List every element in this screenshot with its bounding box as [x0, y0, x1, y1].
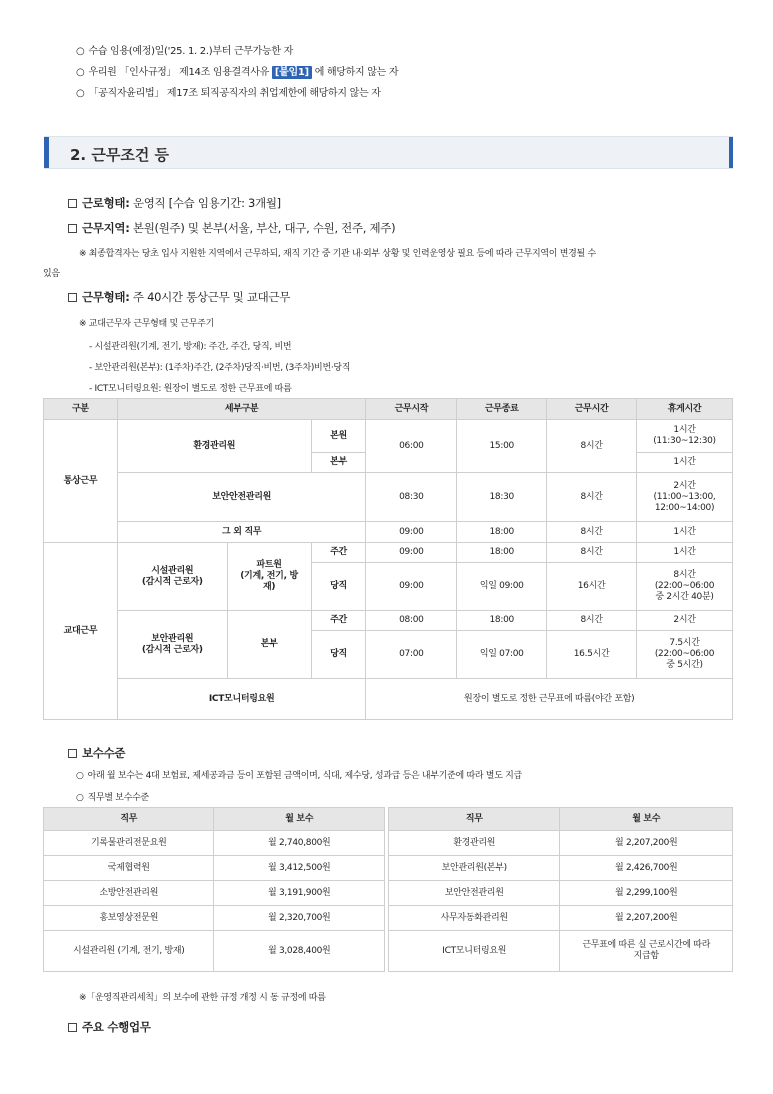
pay-sub: ○ 직무별 보수수준 [76, 793, 149, 803]
cell: 18:00 [457, 543, 547, 563]
cell: 09:00 [366, 522, 457, 543]
table-header-row [44, 399, 733, 420]
checkbox-square-icon [68, 224, 77, 233]
cell: 소방안전관리원 [44, 881, 214, 906]
table-row [389, 856, 733, 881]
table-row [44, 931, 385, 972]
day-cell: 주간 [311, 611, 366, 631]
table-row [44, 543, 733, 563]
circle-bullet-icon: ○ [76, 793, 84, 803]
patrol-cell: 파트원 (기계, 전기, 방 재) [227, 543, 311, 611]
duties-heading: 주요 수행업무 [68, 1019, 151, 1035]
col-header: 월 보수 [560, 808, 733, 831]
cell: 월 2,207,200원 [560, 831, 733, 856]
section-header [44, 136, 733, 169]
table-row [44, 522, 733, 543]
group-normal: 통상근무 [44, 420, 118, 543]
table-row [44, 906, 385, 931]
cell: 환경관리원 [389, 831, 560, 856]
work-area-note-cont: 있음 [43, 269, 60, 279]
section-accent-bar [44, 137, 49, 168]
rest-cell: 8시간 (22:00~06:00 중 2시간 40분) [637, 563, 733, 611]
ict-note-cell: 원장이 별도로 정한 근무표에 따름(야간 포함) [366, 679, 733, 720]
cell: 8시간 [547, 522, 637, 543]
circle-bullet-icon: ○ [76, 67, 85, 78]
cell: 월 2,740,800원 [214, 831, 385, 856]
work-type: 근로형태: 운영직 [수습 임용기간: 3개월] [68, 195, 281, 211]
cell: 18:00 [457, 522, 547, 543]
col-header: 근무종료 [457, 399, 547, 420]
work-schedule-table [43, 398, 733, 720]
cell: 월 2,207,200원 [560, 906, 733, 931]
shift-item-2: - 보안관리원(본부): (1주차)주간, (2주차)당직·비번, (3주차)비번·당직 [89, 363, 351, 373]
group-shift: 교대근무 [44, 543, 118, 720]
cell: 익일 07:00 [457, 631, 547, 679]
cell: 월 3,191,900원 [214, 881, 385, 906]
security-cell: 보안관리원 (감시적 근로자) [117, 611, 227, 679]
other-cell: 그 외 직무 [117, 522, 366, 543]
cell: 1시간 [637, 522, 733, 543]
shift-note: ※ 교대근무자 근무형태 및 근무주기 [79, 319, 215, 329]
col-header: 휴게시간 [637, 399, 733, 420]
bonbu-cell: 본부 [311, 453, 366, 473]
rest-cell: 1시간 (11:30~12:30) [637, 420, 733, 453]
pay-heading: 보수수준 [68, 745, 125, 761]
cell: 18:00 [457, 611, 547, 631]
night-cell: 당직 [311, 631, 366, 679]
cell: 근무표에 따른 실 근로시간에 따라 지급함 [560, 931, 733, 972]
cell: 15:00 [457, 420, 547, 473]
checkbox-square-icon [68, 749, 77, 758]
security-safety-cell: 보안안전관리원 [117, 473, 366, 522]
col-header: 근무시작 [366, 399, 457, 420]
env-cell: 환경관리원 [117, 420, 311, 473]
ict-cell: ICT모니터링요원 [117, 679, 366, 720]
col-header: 직무 [389, 808, 560, 831]
cell: 2시간 [637, 611, 733, 631]
cell: 국제협력원 [44, 856, 214, 881]
table-header-row [44, 808, 385, 831]
checkbox-square-icon [68, 199, 77, 208]
circle-bullet-icon: ○ [76, 771, 84, 781]
cell: 8시간 [547, 543, 637, 563]
table-row [389, 906, 733, 931]
cell: 월 2,299,100원 [560, 881, 733, 906]
attachment-tag: [붙임1] [272, 66, 312, 79]
table-header-row [389, 808, 733, 831]
night-cell: 당직 [311, 563, 366, 611]
cell: 09:00 [366, 563, 457, 611]
shift-item-3: - ICT모니터링요원: 원장이 별도로 정한 근무표에 따름 [89, 384, 292, 394]
table-row [44, 831, 385, 856]
col-header: 구분 [44, 399, 118, 420]
col-header: 세부구분 [117, 399, 366, 420]
section-accent-bar-right [729, 137, 733, 168]
cell: 보안안전관리원 [389, 881, 560, 906]
day-cell: 주간 [311, 543, 366, 563]
cell: 시설관리원 (기계, 전기, 방재) [44, 931, 214, 972]
pay-footnote: ※「운영직관리세칙」의 보수에 관한 규정 개정 시 동 규정에 따름 [79, 993, 326, 1003]
table-row [389, 881, 733, 906]
rest-cell: 7.5시간 (22:00~06:00 중 5시간) [637, 631, 733, 679]
cell: 월 3,028,400원 [214, 931, 385, 972]
checkbox-square-icon [68, 1023, 77, 1032]
cell: 08:30 [366, 473, 457, 522]
requirement-item-2: ○ 우리원 「인사규정」 제14조 임용결격사유 [붙임1] 에 해당하지 않는 자 [76, 67, 399, 78]
cell: ICT모니터링요원 [389, 931, 560, 972]
cell: 홍보영상전문원 [44, 906, 214, 931]
col-header: 월 보수 [214, 808, 385, 831]
cell: 1시간 [637, 453, 733, 473]
table-row [44, 473, 733, 522]
table-row [44, 856, 385, 881]
facility-cell: 시설관리원 (감시적 근로자) [117, 543, 227, 611]
col-header: 직무 [44, 808, 214, 831]
cell: 월 2,320,700원 [214, 906, 385, 931]
sec-bonbu-cell: 본부 [227, 611, 311, 679]
table-row [44, 679, 733, 720]
circle-bullet-icon: ○ [76, 46, 85, 57]
cell: 1시간 [637, 543, 733, 563]
section-title: 2. 근무조건 등 [70, 146, 170, 164]
cell: 8시간 [547, 473, 637, 522]
cell: 18:30 [457, 473, 547, 522]
table-row [389, 931, 733, 972]
cell: 8시간 [547, 420, 637, 473]
table-row [389, 831, 733, 856]
circle-bullet-icon: ○ [76, 88, 85, 99]
requirement-item-1: ○ 수습 임용(예정)일('25. 1. 2.)부터 근무가능한 자 [76, 46, 293, 57]
col-header: 근무시간 [547, 399, 637, 420]
cell: 07:00 [366, 631, 457, 679]
pay-note: ○ 아래 월 보수는 4대 보험료, 제세공과금 등이 포함된 금액이며, 식대, 제수당, 성과급 등은 내부기준에 따라 별도 지급 [76, 771, 522, 781]
work-area-note: ※ 최종합격자는 당초 입사 지원한 지역에서 근무하되, 재직 기간 중 기관 내·외부 상황 및 인력운영상 필요 등에 따라 근무지역이 변경될 수 [79, 249, 596, 259]
cell: 16시간 [547, 563, 637, 611]
cell: 월 3,412,500원 [214, 856, 385, 881]
work-area: 근무지역: 본원(원주) 및 본부(서울, 부산, 대구, 수원, 전주, 제주) [68, 220, 395, 236]
cell: 8시간 [547, 611, 637, 631]
cell: 익일 09:00 [457, 563, 547, 611]
cell: 09:00 [366, 543, 457, 563]
work-form: 근무형태: 주 40시간 통상근무 및 교대근무 [68, 289, 290, 305]
table-row [44, 611, 733, 631]
cell: 06:00 [366, 420, 457, 473]
requirement-item-3: ○ 「공직자윤리법」 제17조 퇴직공직자의 취업제한에 해당하지 않는 자 [76, 88, 381, 99]
rest-cell: 2시간 (11:00~13:00, 12:00~14:00) [637, 473, 733, 522]
cell: 08:00 [366, 611, 457, 631]
cell: 월 2,426,700원 [560, 856, 733, 881]
pay-table-left [43, 807, 385, 972]
cell: 사무자동화관리원 [389, 906, 560, 931]
table-row [44, 420, 733, 453]
shift-item-1: - 시설관리원(기계, 전기, 방재): 주간, 주간, 당직, 비번 [89, 342, 292, 352]
cell: 보안관리원(본부) [389, 856, 560, 881]
pay-table-right [388, 807, 733, 972]
cell: 기록물관리전문요원 [44, 831, 214, 856]
bonwon-cell: 본원 [311, 420, 366, 453]
table-row [44, 881, 385, 906]
checkbox-square-icon [68, 293, 77, 302]
cell: 16.5시간 [547, 631, 637, 679]
